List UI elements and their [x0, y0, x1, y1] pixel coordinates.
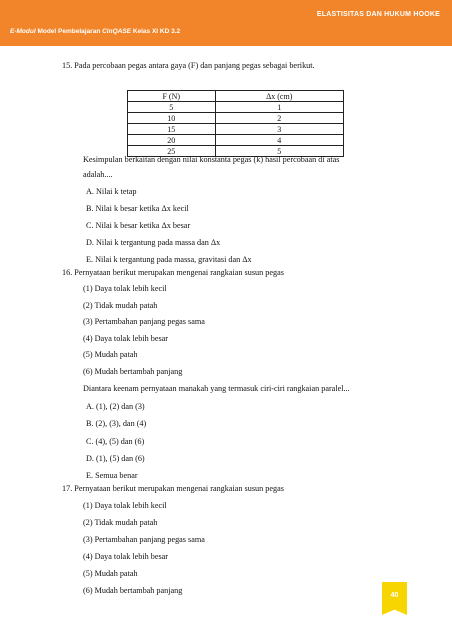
page-number: 40 [390, 592, 399, 599]
module-subtitle [10, 28, 180, 35]
answer-option[interactable]: A. (1), (2) dan (3) [86, 402, 145, 411]
table-cell: 5 [128, 102, 216, 113]
statement-item: (6) Mudah bertambah panjang [83, 367, 183, 376]
statement-item: (2) Tidak mudah patah [83, 301, 158, 310]
question-15-prompt-line1: Kesimpulan berkaitan dengan nilai konstanta pegas (k) hasil percobaan di atas [83, 155, 340, 164]
table-cell: 25 [128, 146, 216, 157]
statement-item: (1) Daya tolak lebih kecil [83, 501, 167, 510]
answer-option[interactable]: B. (2), (3), dan (4) [86, 419, 147, 428]
statement-item: (6) Mudah bertambah panjang [83, 586, 183, 595]
page-number-ribbon [382, 585, 407, 615]
statement-item: (3) Pertambahan panjang pegas sama [83, 535, 205, 544]
table-cell: 15 [128, 124, 216, 135]
table-cell: 10 [128, 113, 216, 124]
answer-option[interactable]: C. (4), (5) dan (6) [86, 437, 145, 446]
chapter-title: ELASTISITAS DAN HUKUM HOOKE [316, 11, 440, 18]
answer-option[interactable]: D. Nilai k tergantung pada massa dan Δx [86, 238, 221, 247]
statement-item: (5) Mudah patah [83, 350, 138, 359]
module-brand: CinQASE [102, 28, 132, 35]
statement-item: (3) Pertambahan panjang pegas sama [83, 317, 205, 326]
table-cell: 3 [215, 124, 343, 135]
table-row [128, 135, 344, 146]
table-row [128, 102, 344, 113]
table-cell: 20 [128, 135, 216, 146]
table-row [128, 113, 344, 124]
page-ribbon-top [382, 582, 407, 585]
answer-option[interactable]: D. (1), (5) dan (6) [86, 454, 145, 463]
answer-option[interactable]: E. Semua benar [86, 471, 138, 480]
answer-option[interactable]: A. Nilai k tetap [86, 187, 137, 196]
statement-item: (5) Mudah patah [83, 569, 138, 578]
answer-option[interactable]: E. Nilai k tergantung pada massa, gravitasi dan Δx [86, 255, 252, 264]
table-header-cell: F (N) [128, 91, 216, 102]
question-15-stem: 15. Pada percobaan pegas antara gaya (F) dan panjang pegas sebagai berikut. [62, 61, 315, 70]
statement-item: (4) Daya tolak lebih besar [83, 334, 169, 343]
table-cell: 4 [215, 135, 343, 146]
question-17-stem: 17. Pernyataan berikut merupakan mengenai rangkaian susun pegas [62, 484, 284, 493]
table-row [128, 124, 344, 135]
question-16-stem: 16. Pernyataan berikut merupakan mengenai rangkaian susun pegas [62, 268, 284, 277]
answer-option[interactable]: B. Nilai k besar ketika Δx kecil [86, 204, 189, 213]
table-cell: 2 [215, 113, 343, 124]
force-extension-table [127, 90, 344, 157]
statement-item: (2) Tidak mudah patah [83, 518, 158, 527]
question-16-prompt: Diantara keenam pernyataan manakah yang termasuk ciri-ciri rangkaian paralel... [83, 384, 350, 393]
answer-option[interactable]: C. Nilai k besar ketika Δx besar [86, 221, 191, 230]
question-15-prompt-line2: adalah.... [83, 170, 113, 179]
table-header-row [128, 91, 344, 102]
table-cell: 5 [215, 146, 343, 157]
table-cell: 1 [215, 102, 343, 113]
module-mid: Model Pembelajaran [35, 28, 103, 35]
module-suffix: Kelas XI KD 3.2 [131, 28, 181, 35]
page-header [0, 0, 452, 46]
statement-item: (1) Daya tolak lebih kecil [83, 284, 167, 293]
module-prefix: E-Modul [10, 28, 36, 35]
table-header-cell: Δx (cm) [215, 91, 343, 102]
statement-item: (4) Daya tolak lebih besar [83, 552, 169, 561]
